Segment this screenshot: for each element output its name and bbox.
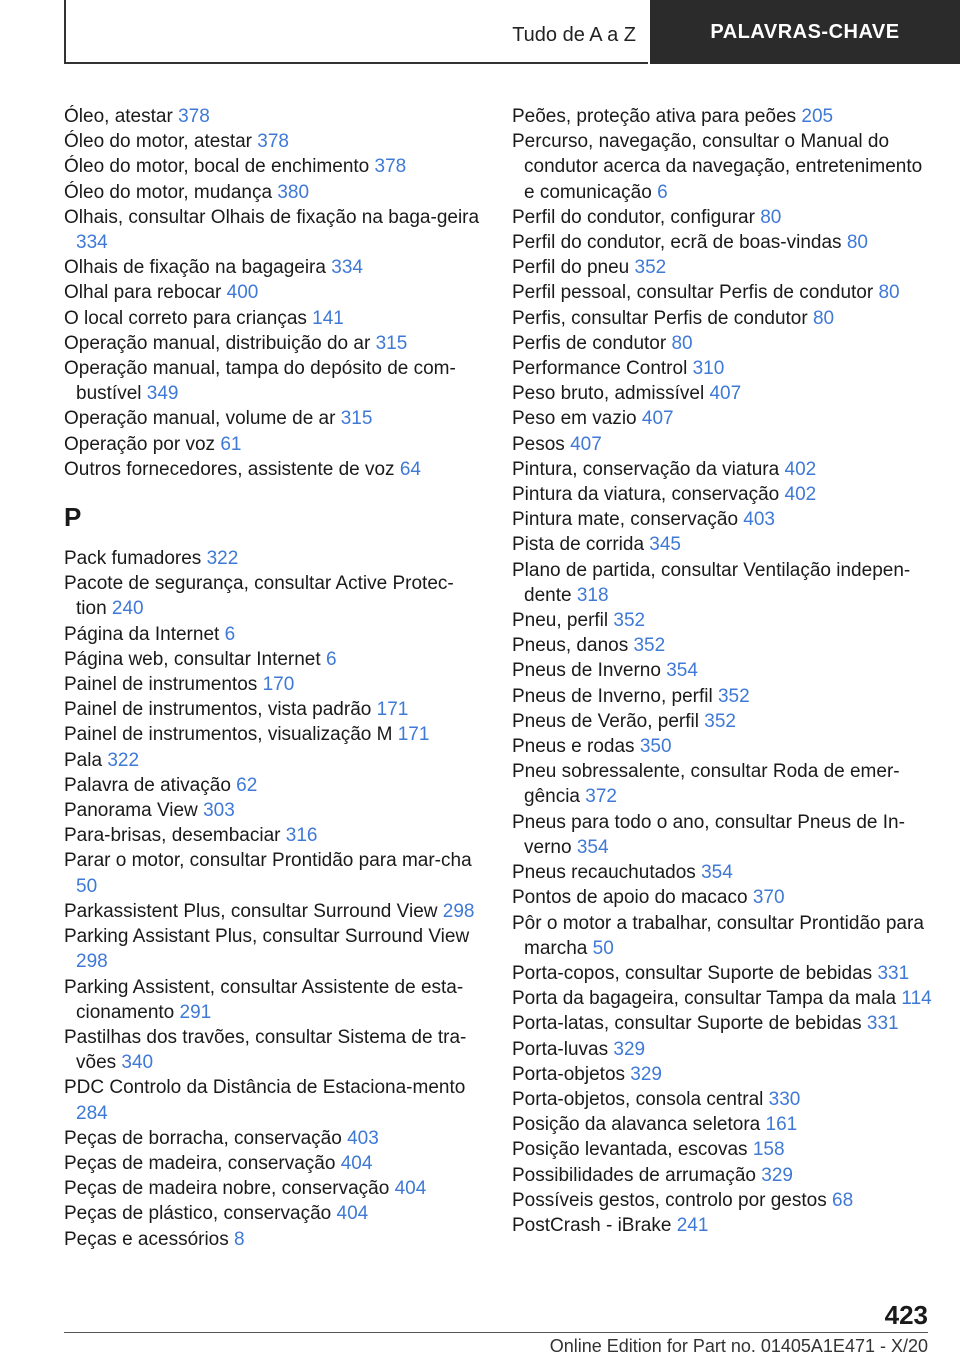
index-entry — [64, 672, 484, 697]
index-list-right — [512, 104, 932, 1238]
index-entry-page-link[interactable]: 161 — [765, 1114, 798, 1136]
index-entry-text: Pneus recauchutados — [512, 862, 696, 884]
index-entry — [512, 1163, 932, 1188]
index-entry-page-link[interactable]: 316 — [285, 825, 318, 847]
index-entry-text: Óleo do motor, atestar — [64, 131, 252, 153]
index-entry-page-link[interactable]: 372 — [585, 786, 617, 808]
index-entry — [512, 1062, 932, 1087]
section-letter: P — [64, 502, 82, 533]
index-entry — [512, 205, 932, 230]
index-entry-page-link[interactable]: 310 — [692, 358, 725, 380]
index-entry — [512, 406, 932, 431]
index-entry-page-link[interactable]: 298 — [442, 900, 475, 922]
index-entry — [512, 507, 932, 532]
index-entry — [64, 154, 484, 179]
index-entry — [512, 457, 932, 482]
index-entry-page-link[interactable]: 303 — [203, 800, 235, 822]
index-entry-page-link[interactable]: 340 — [121, 1052, 154, 1074]
index-entry-text: Operação manual, distribuição do ar — [64, 332, 371, 354]
index-entry-text: Peso bruto, admissível — [512, 383, 705, 405]
index-entry — [512, 558, 932, 608]
footer-rule — [64, 1332, 928, 1333]
index-entry-page-link[interactable]: 80 — [812, 307, 835, 329]
index-entry-text: Posição levantada, escovas — [512, 1139, 748, 1161]
index-entry-page-link[interactable]: 6 — [657, 181, 668, 203]
index-entry-page-link[interactable]: 404 — [336, 1203, 369, 1225]
index-entry — [512, 255, 932, 280]
index-entry-text: Peças de plástico, conservação — [64, 1203, 332, 1225]
index-entry — [512, 129, 932, 205]
index-entry-text: Operação por voz — [64, 433, 216, 455]
index-entry — [64, 306, 484, 331]
index-entry-page-link[interactable]: 6 — [325, 648, 337, 670]
index-entry-text: Pista de corrida — [512, 534, 645, 556]
index-entry-text: Pneu sobressalente, consultar Roda de emer-gência — [512, 761, 900, 808]
index-entry — [512, 1213, 932, 1238]
index-entry — [512, 860, 932, 885]
index-entry-text: Perfis de condutor — [512, 332, 667, 354]
index-entry — [512, 432, 932, 457]
index-entry-text: Óleo do motor, mudança — [64, 181, 273, 203]
index-entry — [64, 205, 484, 255]
index-entry-text: Óleo, atestar — [64, 106, 173, 127]
index-entry-page-link[interactable]: 284 — [76, 1102, 108, 1124]
index-entry-page-link[interactable]: 171 — [376, 699, 409, 721]
index-entry — [64, 748, 484, 773]
index-entry-page-link[interactable]: 315 — [375, 332, 408, 354]
index-entry-text: Pala — [64, 749, 103, 771]
index-entry-page-link[interactable]: 331 — [877, 962, 910, 984]
index-entry-page-link[interactable]: 205 — [801, 106, 834, 127]
index-column-right — [512, 104, 932, 1238]
index-entry — [64, 331, 484, 356]
index-entry-text: Peso em vazio — [512, 408, 637, 430]
index-entry — [512, 759, 932, 809]
index-entry-page-link[interactable]: 322 — [206, 548, 239, 570]
index-entry-page-link[interactable]: 345 — [649, 534, 681, 556]
index-entry — [64, 823, 484, 848]
index-entry — [64, 848, 484, 898]
index-entry-page-link[interactable]: 80 — [846, 232, 868, 254]
index-entry — [64, 899, 484, 924]
index-entry-text: Porta da bagageira, consultar Tampa da mala — [512, 988, 897, 1010]
index-entry — [512, 381, 932, 406]
index-entry — [64, 571, 484, 621]
index-entry-page-link[interactable]: 80 — [878, 282, 900, 304]
index-entry — [64, 722, 484, 747]
index-entry — [512, 1087, 932, 1112]
index-entry-page-link[interactable]: 241 — [676, 1214, 709, 1236]
index-entry-text: Outros fornecedores, assistente de voz — [64, 458, 395, 480]
index-entry — [64, 975, 484, 1025]
header-left-rule — [64, 0, 66, 64]
index-entry-text: Pneus para todo o ano, consultar Pneus de In-verno — [512, 811, 905, 858]
index-entry — [512, 532, 932, 557]
index-entry — [512, 633, 932, 658]
index-entry-text: Peões, proteção ativa para peões — [512, 106, 797, 127]
index-entry-page-link[interactable]: 378 — [257, 131, 289, 153]
index-entry-page-link[interactable]: 352 — [613, 610, 646, 632]
index-entry-text: Perfil do pneu — [512, 257, 630, 279]
index-entry-page-link[interactable]: 141 — [312, 307, 344, 329]
index-entry-text: Percurso, navegação, consultar o Manual do condutor acerca da navegação, entretenimento e comunicação — [512, 131, 923, 203]
index-entry-page-link[interactable]: 68 — [832, 1189, 854, 1211]
footer-edition: Online Edition for Part no. 01405A1E471 - X/20 — [549, 1336, 928, 1356]
index-entry-page-link[interactable]: 334 — [331, 257, 363, 279]
index-entry — [512, 684, 932, 709]
index-entry-page-link[interactable]: 80 — [760, 206, 782, 228]
index-entry-text: Painel de instrumentos, visualização M — [64, 724, 393, 746]
index-entry — [64, 798, 484, 823]
index-entry-page-link[interactable]: 378 — [374, 156, 407, 178]
index-entry-text: Posição da alavanca seletora — [512, 1114, 761, 1136]
index-entry-page-link[interactable]: 352 — [633, 635, 666, 657]
index-entry-page-link[interactable]: 8 — [234, 1228, 245, 1250]
index-entry — [512, 356, 932, 381]
index-entry-text: Porta-luvas — [512, 1038, 609, 1060]
index-entry — [512, 1037, 932, 1062]
header-section-title: Tudo de A a Z — [512, 24, 636, 46]
index-entry-page-link[interactable]: 354 — [666, 660, 698, 682]
index-entry-text: Peças de madeira nobre, conservação — [64, 1178, 390, 1200]
index-entry-text: Pneus, danos — [512, 635, 629, 657]
index-entry-page-link[interactable]: 298 — [76, 951, 108, 973]
index-entry-page-link[interactable]: 331 — [866, 1013, 899, 1035]
index-entry-text: Olhais de fixação na bagageira — [64, 257, 326, 279]
index-entry-text: Pintura da viatura, conservação — [512, 484, 780, 506]
index-entry — [64, 622, 484, 647]
index-entry-text: Porta-objetos — [512, 1063, 626, 1085]
index-entry — [512, 1112, 932, 1137]
index-entry-page-link[interactable]: 404 — [394, 1178, 427, 1200]
index-entry-text: Pintura mate, conservação — [512, 509, 739, 531]
index-entry-text: Painel de instrumentos — [64, 674, 258, 696]
index-entry-page-link[interactable]: 402 — [784, 484, 817, 506]
index-entry-page-link[interactable]: 329 — [761, 1164, 793, 1186]
index-entry-page-link[interactable]: 407 — [641, 408, 674, 430]
index-entry — [64, 432, 484, 457]
index-entry-text: Pneus de Inverno — [512, 660, 661, 682]
index-entry-page-link[interactable]: 407 — [570, 433, 602, 455]
index-entry-page-link[interactable]: 378 — [178, 106, 210, 127]
index-entry-page-link[interactable]: 354 — [701, 862, 733, 884]
index-entry-text: Performance Control — [512, 358, 688, 380]
index-entry-text: Página da Internet — [64, 623, 220, 645]
index-entry-text: Peças e acessórios — [64, 1228, 229, 1250]
index-entry — [64, 697, 484, 722]
header-tab-label: PALAVRAS-CHAVE — [710, 20, 900, 43]
index-entry-text: Porta-latas, consultar Suporte de bebidas — [512, 1013, 862, 1035]
index-entry-text: Pôr o motor a trabalhar, consultar Prontidão para marcha — [512, 912, 924, 959]
header-bottom-rule — [64, 62, 648, 64]
index-entry — [512, 280, 932, 305]
index-entry — [64, 773, 484, 798]
index-entry-page-link[interactable]: 330 — [768, 1088, 801, 1110]
index-entry — [64, 1025, 484, 1075]
index-entry-text: Perfil do condutor, configurar — [512, 206, 755, 228]
index-entry-page-link[interactable]: 291 — [179, 1001, 212, 1023]
page-number: 423 — [884, 1300, 928, 1330]
index-entry-text: Pneus de Inverno, perfil — [512, 685, 713, 707]
index-entry-text: Operação manual, volume de ar — [64, 408, 336, 430]
index-entry-page-link[interactable]: 318 — [576, 584, 609, 606]
index-entry-text: Perfis, consultar Perfis de condutor — [512, 307, 808, 329]
index-entry-page-link[interactable]: 403 — [743, 509, 775, 531]
index-entry-text: Parkassistent Plus, consultar Surround View — [64, 900, 438, 922]
header-tab-keywords[interactable] — [650, 0, 960, 64]
index-entry-page-link[interactable]: 62 — [236, 774, 258, 796]
index-entry-text: Página web, consultar Internet — [64, 648, 321, 670]
index-entry-text: Peças de borracha, conservação — [64, 1127, 342, 1149]
index-entry — [64, 129, 484, 154]
index-entry-text: Operação manual, tampa do depósito de com-bustível — [64, 358, 456, 405]
index-entry-page-link[interactable]: 402 — [784, 458, 817, 480]
index-entry — [512, 1137, 932, 1162]
index-entry-text: Porta-objetos, consola central — [512, 1088, 764, 1110]
index-entry-page-link[interactable]: 370 — [752, 887, 785, 909]
index-entry-text: Parking Assistant Plus, consultar Surround View — [64, 926, 470, 948]
index-entry — [512, 810, 932, 860]
index-entry — [512, 986, 932, 1011]
index-column-left — [64, 104, 484, 1252]
index-entry-page-link[interactable]: 170 — [262, 674, 295, 696]
index-entry — [64, 1201, 484, 1226]
index-entry-text: Pacote de segurança, consultar Active Protec-tion — [64, 573, 454, 620]
index-entry-page-link[interactable]: 315 — [340, 408, 373, 430]
index-entry — [64, 1176, 484, 1201]
index-entry-page-link[interactable]: 329 — [630, 1063, 662, 1085]
index-entry-text: Plano de partida, consultar Ventilação indepen-dente — [512, 559, 911, 606]
index-entry — [64, 647, 484, 672]
index-entry — [64, 356, 484, 406]
index-entry — [64, 280, 484, 305]
index-entry-page-link[interactable]: 158 — [752, 1139, 785, 1161]
index-entry — [512, 961, 932, 986]
index-entry-text: Parar o motor, consultar Prontidão para mar-cha — [64, 850, 472, 872]
index-entry-text: Possíveis gestos, controlo por gestos — [512, 1189, 827, 1211]
index-entry-text: Olhais, consultar Olhais de fixação na baga-geira — [64, 206, 480, 228]
index-entry-page-link[interactable]: 400 — [226, 282, 259, 304]
index-entry — [64, 1227, 484, 1252]
index-entry-page-link[interactable]: 352 — [704, 710, 736, 732]
index-entry-text: Pontos de apoio do macaco — [512, 887, 748, 909]
index-entry-page-link[interactable]: 240 — [111, 598, 144, 620]
index-entry — [512, 104, 932, 129]
index-entry-page-link[interactable]: 380 — [277, 181, 310, 203]
index-entry — [512, 1188, 932, 1213]
index-entry-text: Olhal para rebocar — [64, 282, 222, 304]
index-entry-page-link[interactable]: 334 — [76, 232, 108, 254]
index-entry-page-link[interactable]: 6 — [224, 623, 236, 645]
index-entry — [64, 255, 484, 280]
index-entry-text: Para-brisas, desembaciar — [64, 825, 281, 847]
index-entry-text: Porta-copos, consultar Suporte de bebidas — [512, 962, 873, 984]
index-entry — [512, 1011, 932, 1036]
index-entry — [512, 482, 932, 507]
index-entry — [64, 546, 484, 571]
index-entry-text: Pintura, conservação da viatura — [512, 458, 780, 480]
index-entry-text: Perfil pessoal, consultar Perfis de condutor — [512, 282, 874, 304]
index-entry — [64, 1126, 484, 1151]
index-entry-text: Peças de madeira, conservação — [64, 1152, 336, 1174]
index-entry — [64, 457, 484, 482]
index-entry — [64, 1075, 484, 1125]
index-entry-page-link[interactable]: 50 — [76, 875, 98, 897]
index-entry-text: Pesos — [512, 433, 565, 455]
index-entry — [64, 104, 484, 129]
index-entry — [64, 406, 484, 431]
index-entry-page-link[interactable]: 64 — [399, 458, 421, 480]
index-entry-text: PostCrash - iBrake — [512, 1214, 672, 1236]
index-entry-page-link[interactable]: 407 — [709, 383, 742, 405]
index-entry-page-link[interactable]: 329 — [613, 1038, 646, 1060]
index-entry-text: O local correto para crianças — [64, 307, 307, 329]
index-entry-page-link[interactable]: 171 — [397, 724, 430, 746]
index-entry-page-link[interactable]: 80 — [671, 332, 693, 354]
index-entry-text: Pack fumadores — [64, 548, 202, 570]
index-entry-page-link[interactable]: 349 — [146, 383, 179, 405]
index-entry-page-link[interactable]: 322 — [107, 749, 140, 771]
index-entry — [512, 658, 932, 683]
index-entry — [512, 230, 932, 255]
index-entry-page-link[interactable]: 352 — [634, 257, 667, 279]
index-entry — [512, 331, 932, 356]
index-entry-page-link[interactable]: 350 — [639, 736, 672, 758]
index-entry-page-link[interactable]: 50 — [592, 937, 614, 959]
index-entry-text: Pastilhas dos travões, consultar Sistema de tra-vões — [64, 1026, 467, 1074]
index-entry-page-link[interactable]: 404 — [340, 1152, 373, 1174]
index-entry — [512, 306, 932, 331]
index-list-p — [64, 546, 484, 1252]
index-entry-page-link[interactable]: 114 — [901, 988, 932, 1010]
index-entry-text: Palavra de ativação — [64, 774, 231, 796]
index-entry — [64, 1151, 484, 1176]
index-entry-page-link[interactable]: 403 — [347, 1127, 379, 1149]
index-entry — [64, 924, 484, 974]
index-entry — [512, 709, 932, 734]
index-entry-page-link[interactable]: 352 — [717, 685, 750, 707]
index-entry-text: Óleo do motor, bocal de enchimento — [64, 156, 370, 178]
index-entry-text: Pneus de Verão, perfil — [512, 710, 699, 732]
index-entry — [512, 885, 932, 910]
index-entry — [512, 734, 932, 759]
index-entry — [512, 608, 932, 633]
index-entry — [64, 180, 484, 205]
index-entry-page-link[interactable]: 354 — [576, 836, 609, 858]
index-entry-text: Pneus e rodas — [512, 736, 635, 758]
index-entry-text: Pneu, perfil — [512, 610, 609, 632]
index-entry-text: Possibilidades de arrumação — [512, 1164, 756, 1186]
index-entry-page-link[interactable]: 61 — [220, 433, 242, 455]
index-list-o — [64, 104, 484, 482]
index-entry — [512, 911, 932, 961]
index-entry-text: PDC Controlo da Distância de Estaciona-mento — [64, 1077, 466, 1099]
index-entry-text: Perfil do condutor, ecrã de boas-vindas — [512, 232, 842, 254]
index-entry-text: Panorama View — [64, 800, 198, 822]
index-entry-text: Painel de instrumentos, vista padrão — [64, 699, 372, 721]
index-entry-text: Parking Assistent, consultar Assistente de esta-cionamento — [64, 976, 464, 1023]
